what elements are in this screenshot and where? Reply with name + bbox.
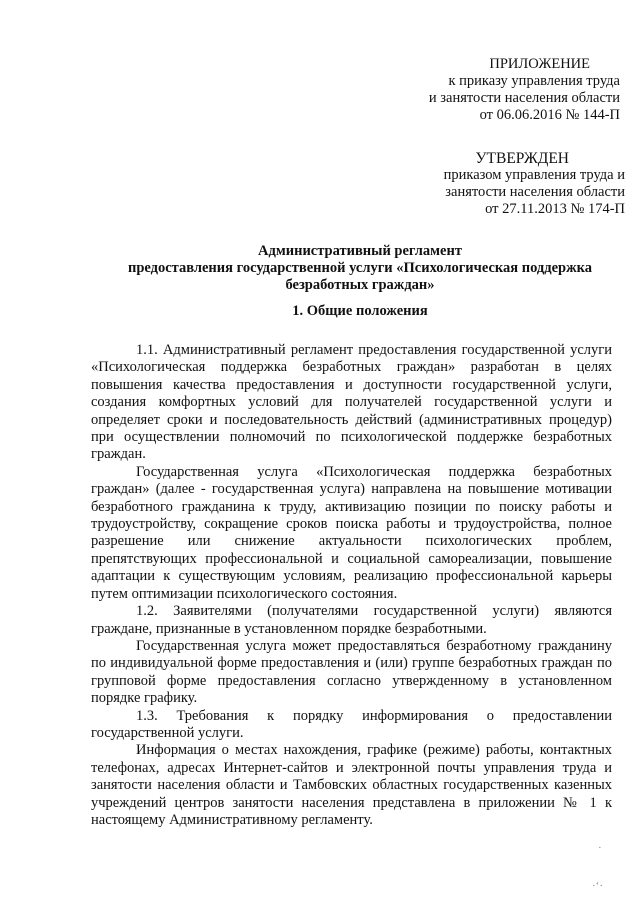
approved-line-3: от 27.11.2013 № 174-П bbox=[485, 201, 625, 217]
appendix-line-1: к приказу управления труда bbox=[448, 73, 620, 89]
section-body bbox=[91, 342, 612, 829]
approved-label: УТВЕРЖДЕН bbox=[475, 150, 569, 167]
paragraph-service-forms: Государственная услуга может предоставляться безработному гражданину по индивидуальной форме предоставления и (или) группе безработных граждан по групповой форме предоставления согласно утвержденному в установленном порядке графику. bbox=[91, 637, 612, 707]
title-line-3: безработных граждан» bbox=[285, 277, 435, 293]
appendix-label: ПРИЛОЖЕНИЕ bbox=[489, 56, 590, 72]
paragraph-contact-info: Информация о местах нахождения, графике (режиме) работы, контактных телефонах, адресах Интернет-сайтов и электронной почты управления труда и занятости населения области и Тамбовских областных государственных казенных учреждений центров занятости населения представлена в приложении № 1 к настоящему Административному регламенту. bbox=[91, 742, 612, 828]
appendix-line-3: от 06.06.2016 № 144-П bbox=[479, 107, 620, 123]
paragraph-1-1: 1.1. Административный регламент предоставления государственной услуги «Психологическая поддержка безработных граждан» разработан в целях повышения качества предоставления и доступности государственной услуги, создания комфортных условий для получателей государственной услуги и определяет сроки и последовательность действий (административных процедур) при осуществлении полномочий по психологической поддержке безработных граждан. bbox=[91, 342, 612, 463]
paragraph-service-purpose: Государственная услуга «Психологическая поддержка безработных граждан» (далее - государственная услуга) направлена на повышение мотивации безработного гражданина к труду, активизацию позиции по поиску работы и трудоустройству, сокращение сроков поиска работы и трудоустройства, полное разрешение или снижение актуальности психологических проблем, препятствующих профессиональной и социальной самореализации, повышение адаптации к существующим условиям, реализацию профессиональной карьеры путем оптимизации психологического состояния. bbox=[91, 463, 612, 602]
document-title bbox=[80, 243, 640, 294]
paragraph-1-2: 1.2. Заявителями (получателями государственной услуги) являются граждане, признанные в установленном порядке безработными. bbox=[91, 603, 612, 637]
approved-line-1: приказом управления труда и bbox=[443, 167, 625, 183]
title-line-1: Административный регламент bbox=[258, 243, 462, 259]
section-heading: 1. Общие положения bbox=[292, 303, 428, 319]
approval-header bbox=[410, 150, 625, 218]
scan-specks: ·‘· bbox=[592, 880, 603, 892]
appendix-header bbox=[400, 56, 620, 124]
scan-dot: · bbox=[598, 842, 602, 854]
paragraph-1-3: 1.3. Требования к порядку информирования о предоставлении государственной услуги. bbox=[91, 707, 612, 741]
approved-line-2: занятости населения области bbox=[445, 184, 625, 200]
appendix-line-2: и занятости населения области bbox=[428, 90, 620, 106]
title-line-2: предоставления государственной услуги «Психологическая поддержка bbox=[127, 260, 592, 276]
